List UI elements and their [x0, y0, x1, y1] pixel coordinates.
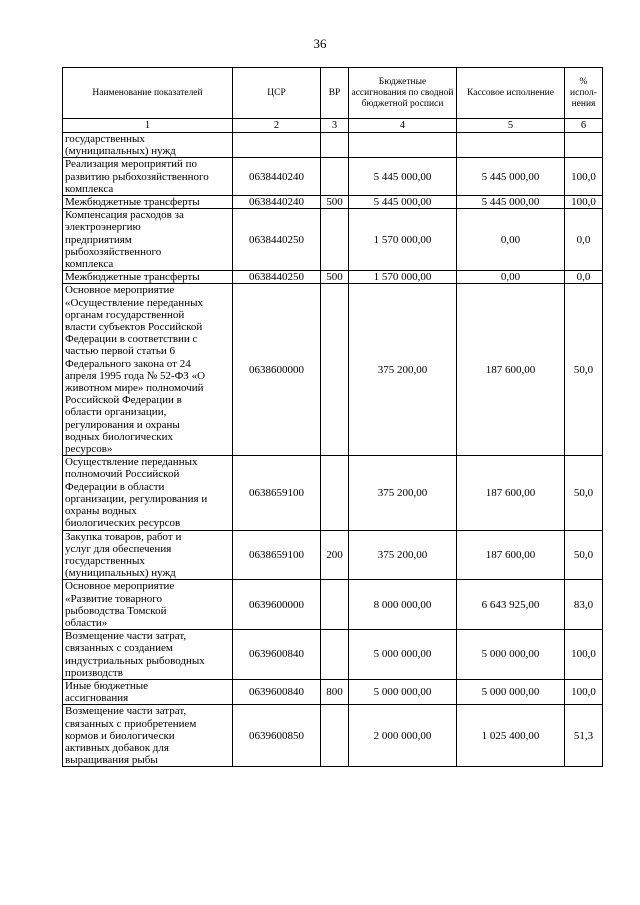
table-row	[63, 284, 603, 456]
cell-executed: 0,00	[457, 271, 565, 284]
cell-csr: 0638600000	[233, 284, 321, 456]
column-number: 6	[565, 119, 603, 133]
cell-name: Закупка товаров, работ и услуг для обеспечения государственных (муниципальных) нужд	[63, 530, 233, 580]
cell-budget: 8 000 000,00	[349, 580, 457, 630]
cell-budget: 5 000 000,00	[349, 679, 457, 704]
cell-vr: 200	[321, 530, 349, 580]
cell-csr: 0638440240	[233, 196, 321, 209]
cell-csr: 0638440250	[233, 209, 321, 271]
cell-vr	[321, 630, 349, 680]
cell-budget: 375 200,00	[349, 530, 457, 580]
cell-vr: 500	[321, 196, 349, 209]
cell-executed: 5 445 000,00	[457, 158, 565, 196]
cell-percent: 50,0	[565, 530, 603, 580]
column-number: 1	[63, 119, 233, 133]
table-row	[63, 209, 603, 271]
table-row	[63, 133, 603, 158]
cell-percent: 100,0	[565, 158, 603, 196]
page-number: 36	[313, 36, 327, 51]
column-number: 4	[349, 119, 457, 133]
cell-csr: 0638440250	[233, 271, 321, 284]
column-number: 2	[233, 119, 321, 133]
cell-csr: 0638440240	[233, 158, 321, 196]
cell-percent: 50,0	[565, 456, 603, 530]
header-csr: ЦСР	[233, 68, 321, 119]
cell-name: Возмещение части затрат, связанных с созданием индустриальных рыбоводных производств	[63, 630, 233, 680]
cell-executed	[457, 133, 565, 158]
cell-budget	[349, 133, 457, 158]
table-row	[63, 679, 603, 704]
table-row	[63, 158, 603, 196]
cell-percent: 100,0	[565, 196, 603, 209]
cell-name: Реализация мероприятий по развитию рыбохозяйственного комплекса	[63, 158, 233, 196]
column-number: 5	[457, 119, 565, 133]
cell-csr: 0639600840	[233, 630, 321, 680]
cell-budget: 2 000 000,00	[349, 705, 457, 767]
cell-executed: 5 445 000,00	[457, 196, 565, 209]
cell-budget: 375 200,00	[349, 284, 457, 456]
header-vr: ВР	[321, 68, 349, 119]
cell-vr	[321, 209, 349, 271]
cell-name: Межбюджетные трансферты	[63, 271, 233, 284]
budget-table	[62, 67, 603, 767]
cell-name: Осуществление переданных полномочий Российской Федерации в области организации, регулирования и охраны водных биологических ресурсов	[63, 456, 233, 530]
cell-executed: 187 600,00	[457, 530, 565, 580]
cell-vr: 500	[321, 271, 349, 284]
cell-csr: 0638659100	[233, 456, 321, 530]
cell-vr	[321, 456, 349, 530]
cell-name: Возмещение части затрат, связанных с приобретением кормов и биологически активных добавок для выращивания рыбы	[63, 705, 233, 767]
cell-percent: 100,0	[565, 679, 603, 704]
cell-name: Межбюджетные трансферты	[63, 196, 233, 209]
cell-percent: 83,0	[565, 580, 603, 630]
cell-budget: 5 000 000,00	[349, 630, 457, 680]
column-numbers-row	[63, 119, 603, 133]
cell-budget: 5 445 000,00	[349, 158, 457, 196]
cell-vr	[321, 133, 349, 158]
cell-budget: 375 200,00	[349, 456, 457, 530]
cell-name: Основное мероприятие «Развитие товарного рыбоводства Томской области»	[63, 580, 233, 630]
table-row	[63, 530, 603, 580]
cell-budget: 5 445 000,00	[349, 196, 457, 209]
cell-budget: 1 570 000,00	[349, 271, 457, 284]
table-row	[63, 580, 603, 630]
header-budget: Бюджетные ассигнования по сводной бюджетной росписи	[349, 68, 457, 119]
cell-budget: 1 570 000,00	[349, 209, 457, 271]
cell-vr	[321, 158, 349, 196]
cell-percent: 51,3	[565, 705, 603, 767]
cell-percent: 0,0	[565, 271, 603, 284]
cell-name: государственных (муниципальных) нужд	[63, 133, 233, 158]
cell-csr: 0638659100	[233, 530, 321, 580]
cell-executed: 5 000 000,00	[457, 679, 565, 704]
table-header-row	[63, 68, 603, 119]
cell-vr: 800	[321, 679, 349, 704]
cell-csr: 0639600840	[233, 679, 321, 704]
cell-name: Основное мероприятие «Осуществление переданных органам государственной власти субъектов Российской Федерации в соответствии с частью первой статьи 6 Федерального закона от 24 апреля 1995 года № 52-ФЗ «О животном мире» полномочий Российской Федерации в области организации, регулирования и охраны водных биологических ресурсов»	[63, 284, 233, 456]
cell-name: Компенсация расходов за электроэнергию предприятиям рыбохозяйственного комплекса	[63, 209, 233, 271]
cell-vr	[321, 705, 349, 767]
cell-percent: 100,0	[565, 630, 603, 680]
table-row	[63, 456, 603, 530]
cell-executed: 187 600,00	[457, 456, 565, 530]
cell-csr	[233, 133, 321, 158]
header-executed: Кассовое исполнение	[457, 68, 565, 119]
cell-vr	[321, 580, 349, 630]
cell-percent: 50,0	[565, 284, 603, 456]
cell-csr: 0639600850	[233, 705, 321, 767]
cell-executed: 187 600,00	[457, 284, 565, 456]
cell-percent: 0,0	[565, 209, 603, 271]
table-row	[63, 271, 603, 284]
header-name: Наименование показателей	[63, 68, 233, 119]
table-row	[63, 196, 603, 209]
cell-executed: 1 025 400,00	[457, 705, 565, 767]
cell-csr: 0639600000	[233, 580, 321, 630]
cell-percent	[565, 133, 603, 158]
cell-executed: 6 643 925,00	[457, 580, 565, 630]
cell-executed: 0,00	[457, 209, 565, 271]
cell-vr	[321, 284, 349, 456]
cell-name: Иные бюджетные ассигнования	[63, 679, 233, 704]
header-percent: % испол-нения	[565, 68, 603, 119]
table-row	[63, 705, 603, 767]
column-number: 3	[321, 119, 349, 133]
table-row	[63, 630, 603, 680]
cell-executed: 5 000 000,00	[457, 630, 565, 680]
